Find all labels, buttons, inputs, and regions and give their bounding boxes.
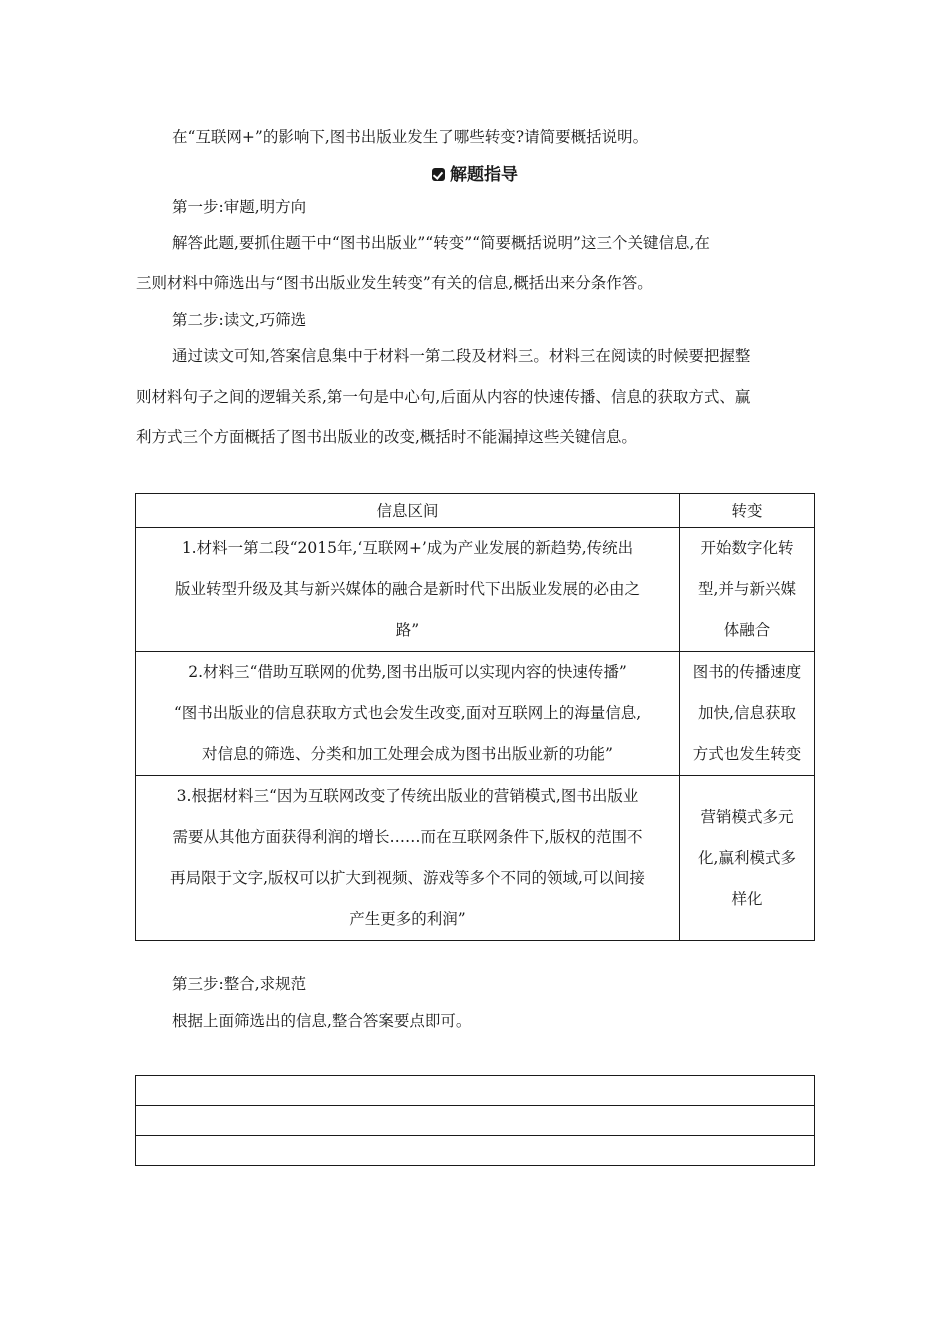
change-cell: 开始数字化转 型,并与新兴媒 体融合 [680, 528, 815, 652]
step2-line: 通过读文可知,答案信息集中于材料一第二段及材料三。材料三在阅读的时候要把握整 [172, 347, 751, 365]
change-cell: 图书的传播速度 加快,信息获取 方式也发生转变 [680, 652, 815, 776]
answer-blank-cell[interactable] [136, 1136, 815, 1166]
table-row [136, 776, 815, 941]
checkbox-icon [432, 168, 445, 181]
info-cell: 1.材料一第二段“2015年,‘互联网+’成为产业发展的新趋势,传统出 版业转型升级及其与新兴媒体的融合是新时代下出版业发展的必由之 路” [136, 528, 680, 652]
answer-blank-row[interactable] [136, 1136, 815, 1166]
header-change: 转变 [680, 494, 815, 528]
table-header-row [136, 494, 815, 528]
guide-heading [0, 160, 950, 185]
step3-title: 第三步:整合,求规范 [172, 975, 307, 993]
step3-line: 根据上面筛选出的信息,整合答案要点即可。 [172, 1012, 472, 1030]
step1-line: 解答此题,要抓住题干中“图书出版业”“转变”“简要概括说明”这三个关键信息,在 [172, 234, 710, 252]
answer-blank-cell[interactable] [136, 1076, 815, 1106]
answer-blank-row[interactable] [136, 1076, 815, 1106]
header-info-range: 信息区间 [136, 494, 680, 528]
info-cell: 2.材料三“借助互联网的优势,图书出版可以实现内容的快速传播” “图书出版业的信息获取方式也会发生改变,面对互联网上的海量信息, 对信息的筛选、分类和加工处理会成为图书出版业新的功能” [136, 652, 680, 776]
guide-heading-label: 解题指导 [450, 165, 518, 185]
change-cell: 营销模式多元 化,赢利模式多 样化 [680, 776, 815, 941]
step2-title: 第二步:读文,巧筛选 [172, 311, 307, 329]
answer-blank-row[interactable] [136, 1106, 815, 1136]
table-row [136, 652, 815, 776]
step2-line: 则材料句子之间的逻辑关系,第一句是中心句,后面从内容的快速传播、信息的获取方式、赢 [136, 388, 751, 406]
table-row [136, 528, 815, 652]
info-cell: 3.根据材料三“因为互联网改变了传统出版业的营销模式,图书出版业 需要从其他方面获得利润的增长……而在互联网条件下,版权的范围不 再局限于文字,版权可以扩大到视频、游戏等多个不同的领域,可以间接 产生更多的利润” [136, 776, 680, 941]
step1-line: 三则材料中筛选出与“图书出版业发生转变”有关的信息,概括出来分条作答。 [136, 274, 653, 292]
step1-title: 第一步:审题,明方向 [172, 198, 307, 216]
question-text: 在“互联网+”的影响下,图书出版业发生了哪些转变?请简要概括说明。 [172, 128, 649, 146]
info-table [135, 493, 815, 941]
answer-blank-table [135, 1075, 815, 1166]
answer-blank-cell[interactable] [136, 1106, 815, 1136]
step2-line: 利方式三个方面概括了图书出版业的改变,概括时不能漏掉这些关键信息。 [136, 428, 637, 446]
